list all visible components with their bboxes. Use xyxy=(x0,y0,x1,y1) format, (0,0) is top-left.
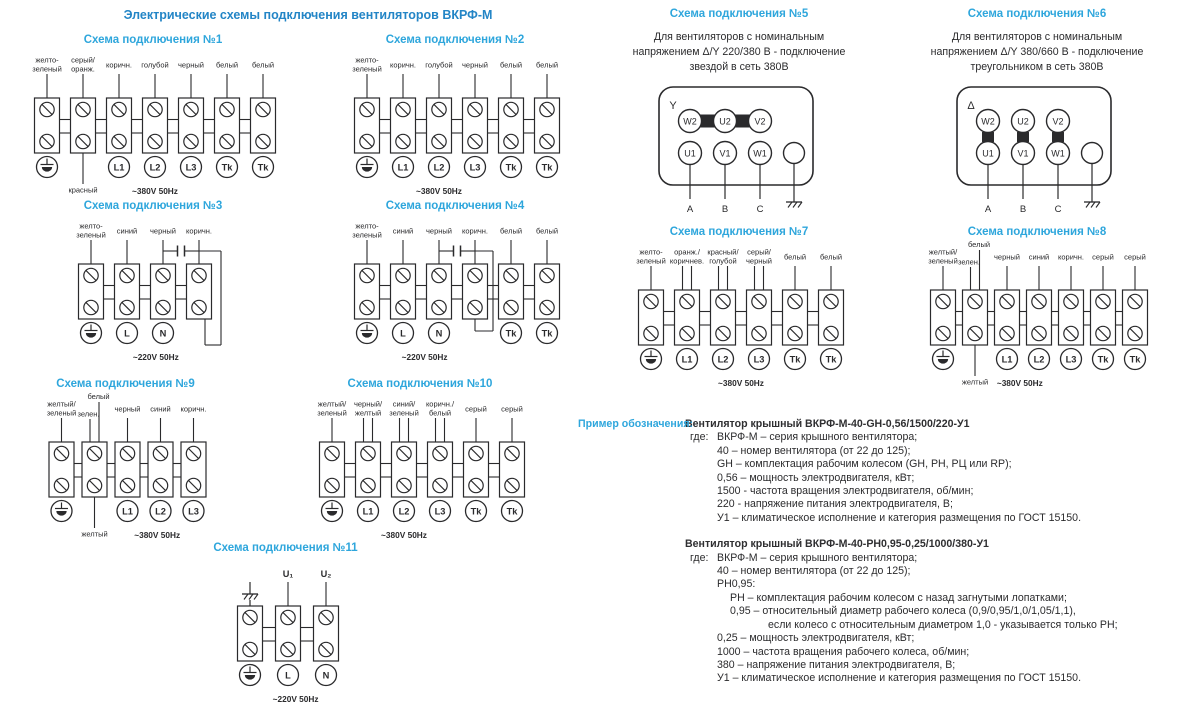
wire-label: синий xyxy=(150,404,171,414)
terminal-label: L2 xyxy=(1033,354,1045,365)
voltage-label: ~220V 50Hz xyxy=(132,352,179,362)
example-line: ВКРФ-М – серия крышного вентилятора; где: xyxy=(690,431,918,444)
voltage-label: ~380V 50Hz xyxy=(416,186,462,196)
terminal-label: L1 xyxy=(681,354,693,365)
wire-label: синий xyxy=(392,226,414,236)
wire-label: белый xyxy=(499,226,523,236)
scheme-11-title: Схема подключения №11 xyxy=(213,542,358,554)
terminal-label: Tk xyxy=(257,162,269,173)
terminal-label: N xyxy=(435,328,443,339)
wire-label: серый xyxy=(465,404,487,414)
terminal-label: Tk xyxy=(825,354,837,365)
terminal-label: L2 xyxy=(717,354,729,365)
wire-label: белый xyxy=(428,408,452,418)
wire-label: белый xyxy=(215,60,239,70)
terminal-label: Tk xyxy=(541,162,553,173)
example-line: 1500 - частота вращения электродвигателя, об/мин; xyxy=(717,485,974,498)
voltage-label: ~220V 50Hz xyxy=(401,352,448,362)
scheme-9 xyxy=(8,378,243,542)
wire-label: зеленый xyxy=(46,408,77,418)
example-line: 0,95 – относительный диаметр рабочего колеса (0,9/0,95/1,0/1,05/1,1), xyxy=(730,605,1076,618)
scheme-6-title: Схема подключения №6 xyxy=(967,8,1107,20)
terminal-label: Tk xyxy=(1097,354,1109,365)
scheme-1 xyxy=(8,34,298,198)
wire-label: оранж./ xyxy=(674,247,700,257)
wire-label: зеленый xyxy=(928,256,958,266)
example-line: 220 - напряжение питания электродвигателя, В; xyxy=(717,498,953,511)
wire-label: коричнев. xyxy=(669,256,705,266)
wire-label: синий xyxy=(1028,252,1050,262)
voltage-label: ~220V 50Hz xyxy=(272,694,319,704)
scheme-6-note xyxy=(898,30,1176,75)
terminal-label: Tk xyxy=(505,328,517,339)
wire-label: красный/ xyxy=(707,247,739,257)
terminal-label: Tk xyxy=(506,506,518,517)
terminal-label: L1 xyxy=(397,162,409,173)
example-where-label: где: xyxy=(690,431,709,444)
scheme-2-title: Схема подключения №2 xyxy=(385,34,525,46)
wire-label: белый xyxy=(535,226,559,236)
voltage-label: ~380V 50Hz xyxy=(718,378,764,388)
note-line: напряжением Δ/Y 220/380 В - подключение xyxy=(632,46,846,58)
wire-label: зелен. xyxy=(957,257,981,267)
scheme-5 xyxy=(600,8,878,223)
terminal-label: Tk xyxy=(541,328,553,339)
scheme-5-diagram xyxy=(641,83,837,223)
wire-label: желтый/ xyxy=(317,399,347,409)
wire-label: зеленый xyxy=(389,408,419,418)
scheme-3-title: Схема подключения №3 xyxy=(83,200,223,212)
note-line: Для вентиляторов с номинальным xyxy=(951,31,1123,43)
scheme-7 xyxy=(600,226,878,390)
wire-label: U₁ xyxy=(282,569,293,579)
scheme-6-diagram xyxy=(939,83,1135,223)
example-content xyxy=(578,418,1182,686)
wire-label: коричн. xyxy=(1057,252,1085,262)
terminal-label: L3 xyxy=(1065,354,1077,365)
scheme-5-title: Схема подключения №5 xyxy=(669,8,809,20)
scheme-2 xyxy=(315,34,595,198)
terminal-label: Tk xyxy=(221,162,233,173)
wire-label: серый/ xyxy=(71,55,95,65)
wire-label: серый xyxy=(1092,252,1114,262)
terminal-label: L1 xyxy=(362,506,374,517)
wire-label: зеленый xyxy=(76,230,106,240)
wire-label: белый xyxy=(783,252,807,262)
scheme-4-diagram xyxy=(335,214,575,364)
wire-label: красный xyxy=(68,185,98,195)
example-line: 1000 – частота вращения рабочего колеса, об/мин; xyxy=(717,645,970,658)
scheme-4-title: Схема подключения №4 xyxy=(385,200,525,212)
scheme-4 xyxy=(315,200,595,364)
scheme-10-diagram xyxy=(300,392,540,542)
lead-label: B xyxy=(1019,204,1027,215)
wire-label: коричн. xyxy=(180,404,207,414)
wire-label: желтый/ xyxy=(47,399,76,409)
wire-label: черный xyxy=(746,256,772,266)
terminal-label: Tk xyxy=(1129,354,1141,365)
terminal-label: L2 xyxy=(149,162,161,173)
wire-label: зеленый xyxy=(352,64,382,74)
scheme-7-title: Схема подключения №7 xyxy=(669,226,809,238)
lead-label: A xyxy=(984,204,992,215)
wire-label: черный xyxy=(462,60,488,70)
wire-label: голубой xyxy=(141,60,169,70)
motor-terminal: U2 xyxy=(719,116,731,127)
terminal-label: L2 xyxy=(433,162,445,173)
example-line: РН – комплектация рабочим колесом с назад загнутыми лопатками; xyxy=(730,591,1067,604)
note-line: звездой в сеть 380В xyxy=(689,61,789,73)
lead-label: C xyxy=(1054,204,1062,215)
wire-label: зеленый xyxy=(317,408,347,418)
scheme-11 xyxy=(168,542,403,706)
terminal-label: N xyxy=(159,328,167,339)
wire-label: желто- xyxy=(639,247,663,257)
voltage-label: ~380V 50Hz xyxy=(132,186,178,196)
scheme-8-title: Схема подключения №8 xyxy=(967,226,1107,238)
wire-label: синий/ xyxy=(392,399,416,409)
example-block-1 xyxy=(578,418,1182,525)
example-line: ВКРФ-М – серия крышного вентилятора; где: xyxy=(690,551,918,564)
terminal-label: L xyxy=(400,328,406,339)
scheme-10-title: Схема подключения №10 xyxy=(347,378,493,390)
wire-label: коричн. xyxy=(461,226,489,236)
terminal-label: Tk xyxy=(505,162,517,173)
terminal-label: N xyxy=(322,670,329,681)
wire-label: черный xyxy=(114,404,141,414)
wire-label: коричн./ xyxy=(425,399,455,409)
wire-label: коричн. xyxy=(105,60,133,70)
wire-label: голубой xyxy=(709,256,737,266)
wire-label: синий xyxy=(116,226,138,236)
wire-label: белый xyxy=(535,60,559,70)
wire-label: черный xyxy=(178,60,204,70)
terminal-label: L3 xyxy=(434,506,446,517)
wire-label: зеленый xyxy=(636,256,666,266)
wire-label: коричн. xyxy=(185,226,213,236)
example-line: У1 – климатическое исполнение и категория размещения по ГОСТ 15150. xyxy=(717,511,1082,524)
example-line: РН0,95: xyxy=(717,578,756,591)
terminal-label: Tk xyxy=(470,506,482,517)
example-model-name: Вентилятор крышный ВКРФ-М-40-GH-0,56/1500/220-У1 xyxy=(685,418,970,430)
lead-label: B xyxy=(721,204,729,215)
motor-terminal: V2 xyxy=(1052,116,1064,127)
example-line: 380 – напряжение питания электродвигателя, В; xyxy=(717,658,956,671)
wire-label: желтый xyxy=(81,529,108,539)
scheme-9-title: Схема подключения №9 xyxy=(56,378,195,390)
wire-label: желтый/ xyxy=(928,247,958,257)
example-line: если колесо с относительным диаметром 1,0 - указывается только РН; xyxy=(768,618,1118,631)
scheme-8 xyxy=(898,226,1176,390)
example-line: GH – комплектация рабочим колесом (GH, РН, РЦ или RP); xyxy=(717,458,1012,471)
lead-label: C xyxy=(756,204,764,215)
scheme-1-title: Схема подключения №1 xyxy=(83,34,223,46)
motor-terminal: W1 xyxy=(753,148,767,159)
wire-label: U₂ xyxy=(320,569,331,579)
terminal-label: L1 xyxy=(113,162,125,173)
scheme-5-note xyxy=(600,30,878,75)
wire-label: желто- xyxy=(79,221,103,231)
winding-label: Y xyxy=(669,100,677,112)
example-line: 40 – номер вентилятора (от 22 до 125); xyxy=(717,565,911,578)
terminal-label: L2 xyxy=(398,506,410,517)
wire-label: белый xyxy=(819,252,843,262)
terminal-label: L3 xyxy=(753,354,765,365)
note-line: треугольником в сеть 380В xyxy=(970,61,1104,73)
scheme-9-diagram xyxy=(31,392,220,542)
example-where-label: где: xyxy=(690,551,709,564)
voltage-label: ~380V 50Hz xyxy=(381,530,427,540)
terminal-label: L3 xyxy=(188,506,199,517)
wire-label: серый xyxy=(501,404,523,414)
wire-label: черный xyxy=(150,226,176,236)
scheme-6 xyxy=(898,8,1176,223)
wire-label: коричн. xyxy=(389,60,417,70)
terminal-label: L xyxy=(124,328,130,339)
wire-label: желто- xyxy=(35,55,59,65)
wire-label: голубой xyxy=(425,60,453,70)
motor-terminal: V1 xyxy=(1017,148,1029,159)
wire-label: черный xyxy=(994,252,1020,262)
scheme-7-diagram xyxy=(619,240,859,390)
scheme-11-diagram xyxy=(217,556,355,706)
motor-terminal: V1 xyxy=(719,148,731,159)
motor-terminal: U1 xyxy=(982,148,994,159)
motor-terminal: W1 xyxy=(1051,148,1065,159)
terminal-label: L1 xyxy=(1001,354,1013,365)
motor-terminal: V2 xyxy=(754,116,766,127)
winding-label: Δ xyxy=(967,100,975,112)
scheme-3-diagram xyxy=(59,214,247,364)
wire-label: желтый xyxy=(354,408,382,418)
scheme-10 xyxy=(285,378,555,542)
wire-label: серый xyxy=(1124,252,1146,262)
example-block-2 xyxy=(578,538,1182,685)
voltage-label: ~380V 50Hz xyxy=(996,378,1043,388)
wire-label: белый xyxy=(499,60,523,70)
voltage-label: ~380V 50Hz xyxy=(134,530,181,540)
wire-label: черный xyxy=(426,226,452,236)
example-line: 0,25 – мощность электродвигателя, кВт; xyxy=(717,632,915,645)
page-title: Электрические схемы подключения вентиляторов ВКРФ-М xyxy=(123,8,493,22)
terminal-label: L1 xyxy=(122,506,133,517)
wire-label: серый/ xyxy=(747,247,771,257)
wire-label: желто- xyxy=(355,221,379,231)
terminal-label: L3 xyxy=(469,162,481,173)
wire-label: зеленый xyxy=(32,64,62,74)
motor-terminal: W2 xyxy=(981,116,995,127)
wire-label: зелен. xyxy=(77,409,100,419)
wire-label: белый xyxy=(967,240,991,249)
scheme-8-diagram xyxy=(913,240,1161,390)
scheme-2-diagram xyxy=(335,48,575,198)
scheme-3 xyxy=(8,200,298,364)
terminal-label: L2 xyxy=(155,506,166,517)
motor-terminal: W2 xyxy=(683,116,697,127)
example-line: У1 – климатическое исполнение и категория размещения по ГОСТ 15150. xyxy=(717,672,1082,685)
motor-terminal: U1 xyxy=(684,148,696,159)
wire-label: желтый xyxy=(961,377,989,387)
wire-label: зеленый xyxy=(352,230,382,240)
note-line: Для вентиляторов с номинальным xyxy=(653,31,825,43)
scheme-1-diagram xyxy=(15,48,291,198)
example-line: 0,56 – мощность электродвигателя, кВт; xyxy=(717,471,915,484)
lead-label: A xyxy=(686,204,694,215)
wire-label: белый xyxy=(251,60,275,70)
terminal-label: L3 xyxy=(185,162,197,173)
wire-label: оранж. xyxy=(71,64,95,74)
designation-example xyxy=(578,418,1182,686)
motor-terminal: U2 xyxy=(1017,116,1029,127)
example-line: 40 – номер вентилятора (от 22 до 125); xyxy=(717,444,911,457)
wire-label: черный/ xyxy=(353,399,383,409)
wire-label: белый xyxy=(87,392,110,401)
terminal-label: L xyxy=(284,670,291,681)
note-line: напряжением Δ/Y 380/660 В - подключение xyxy=(930,46,1144,58)
example-label: Пример обозначения: xyxy=(578,418,694,430)
wire-label: желто- xyxy=(355,55,379,65)
example-model-name: Вентилятор крышный ВКРФ-М-40-РН0,95-0,25/1000/380-У1 xyxy=(685,538,989,551)
terminal-label: Tk xyxy=(789,354,801,365)
